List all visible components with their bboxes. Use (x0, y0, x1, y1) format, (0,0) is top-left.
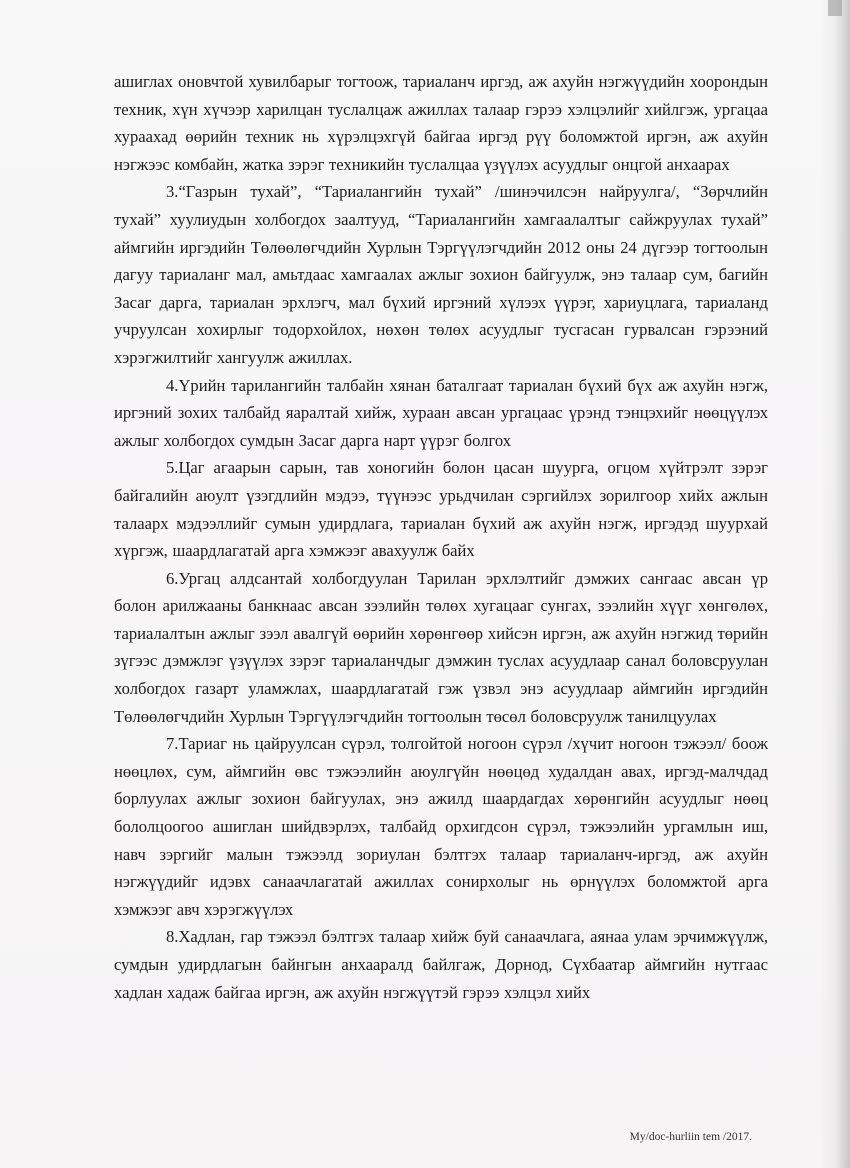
paragraph-item-5: 5.Цаг агаарын сарын, тав хоногийн болон цасан шуурга, огцом хүйтрэлт зэрэг байгалийн аюулт үзэгдлийн мэдээ, түүнээс урьдчилан сэргийлэх зорилгоор хийх ажлын талаарх мэдээллийг сумын удирдлага, тариалан бүхий аж ахуйн нэгж, иргэдэд шуурхай хүргэж, шаардлагатай арга хэмжээг авахуулж байх (114, 458, 768, 561)
paragraph-item-6: 6.Ургац алдсантай холбогдуулан Тарилан эрхлэлтийг дэмжих сангаас авсан үр болон арилжааны банкнаас авсан зээлийн төлөх хугацааг сунгах, зээлийн хүүг хөнгөлөх, тариалалтын ажлыг зээл авалгүй өөрийн хөрөнгөөр хийсэн иргэн, аж ахуйн нэгжид төрийн зүгээс дэмжлэг үзүүлэх зэрэг тариаланчдыг дэмжин туслах асуудлаар санал боловсруулан холбогдох газарт уламжлах, шаардлагатай гэж үзвэл энэ асуудлаар аймгийн иргэдийн Төлөөлөгчдийн Хурлын Тэргүүлэгчдийн тогтоолын төсөл боловсруулж танилцуулах (114, 568, 768, 726)
paragraph-item-3: 3.“Газрын тухай”, “Тариалангийн тухай” /шинэчилсэн найруулга/, “Зөрчлийн тухай” хуулиудын холбогдох заалтууд, “Тариалангийн хамгаалалтыг сайжруулах тухай” аймгийн иргэдийн Төлөөлөгчдийн Хурлын Тэргүүлэгчдийн 2012 оны 24 дүгээр тогтоолын дагуу тариаланг мал, амьтдаас хамгаалах ажлыг зохион байгуулж, энэ талаар сум, багийн Засаг дарга, тариалан эрхлэгч, мал бүхий иргэний хүлээх үүрэг, хариуцлага, тариаланд учруулсан хохирлыг тодорхойлох, нөхөн төлөх асуудлыг тусгасан гурвалсан гэрээний хэрэгжилтийг хангуулж ажиллах. (114, 182, 768, 367)
paragraph-item-7: 7.Тариаг нь цайруулсан сүрэл, толгойтой ногоон сүрэл /хүчит ногоон тэжээл/ боож нөөцлөх, сум, аймгийн өвс тэжээлийн аюулгүйн нөөцөд худалдан авах, иргэд-малчдад борлуулах ажлыг зохион байгуулах, энэ ажилд шаардагдах хөрөнгийн асуудлыг нөөц бололцоогоо ашиглан шийдвэрлэх, талбайд орхигдсон сүрэл, тэжээлийн ургамлын иш, навч зэргийг малын тэжээлд зориулан бэлтгэх талаар тариаланч-иргэд, аж ахуйн нэгжүүдийг идэвх санаачлагатай ажиллах сонирхолыг нь өрнүүлэх боломжтой арга хэмжээг авч хэрэгжүүлэх (114, 734, 768, 919)
document-body (114, 68, 768, 1006)
paragraph-item-8: 8.Хадлан, гар тэжээл бэлтгэх талаар хийж буй санаачлага, аянаа улам эрчимжүүлж, сумдын удирдлагын байнгын анхааралд байлгаж, Дорнод, Сүхбаатар аймгийн нутгаас хадлан хадаж байгаа иргэн, аж ахуйн нэгжүүтэй гэрээ хэлцэл хийх (114, 927, 768, 1002)
paragraph-continuation: ашиглах оновчтой хувилбарыг тогтоож, тариаланч иргэд, аж ахуйн нэгжүүдийн хоорондын техник, хүн хүчээр харилцан туслалцаж ажиллах талаар гэрээ хэлцэлийг хийлгэж, ургацаа хураахад өөрийн техник нь хүрэлцэхгүй байгаа иргэд рүү боломжтой иргэн, аж ахуйн нэгжээс комбайн, жатка зэрэг техникийн туслалцаа үзүүлэх асуудлыг онцгой анхаарах (114, 72, 768, 174)
paragraph-item-4: 4.Үрийн тарилангийн талбайн хянан баталгаат тариалан бүхий бүх аж ахуйн нэгж, иргэний зохих талбайд яаралтай хийж, хураан авсан ургацаас үрэнд тэнцэхийг нөөцүүлэх ажлыг холбогдох сумдын Засаг дарга нарт үүрэг болгох (114, 375, 768, 450)
footer-file-reference: My/doc-hurliin tem /2017. (629, 1131, 752, 1143)
scan-corner-mark (828, 0, 842, 16)
